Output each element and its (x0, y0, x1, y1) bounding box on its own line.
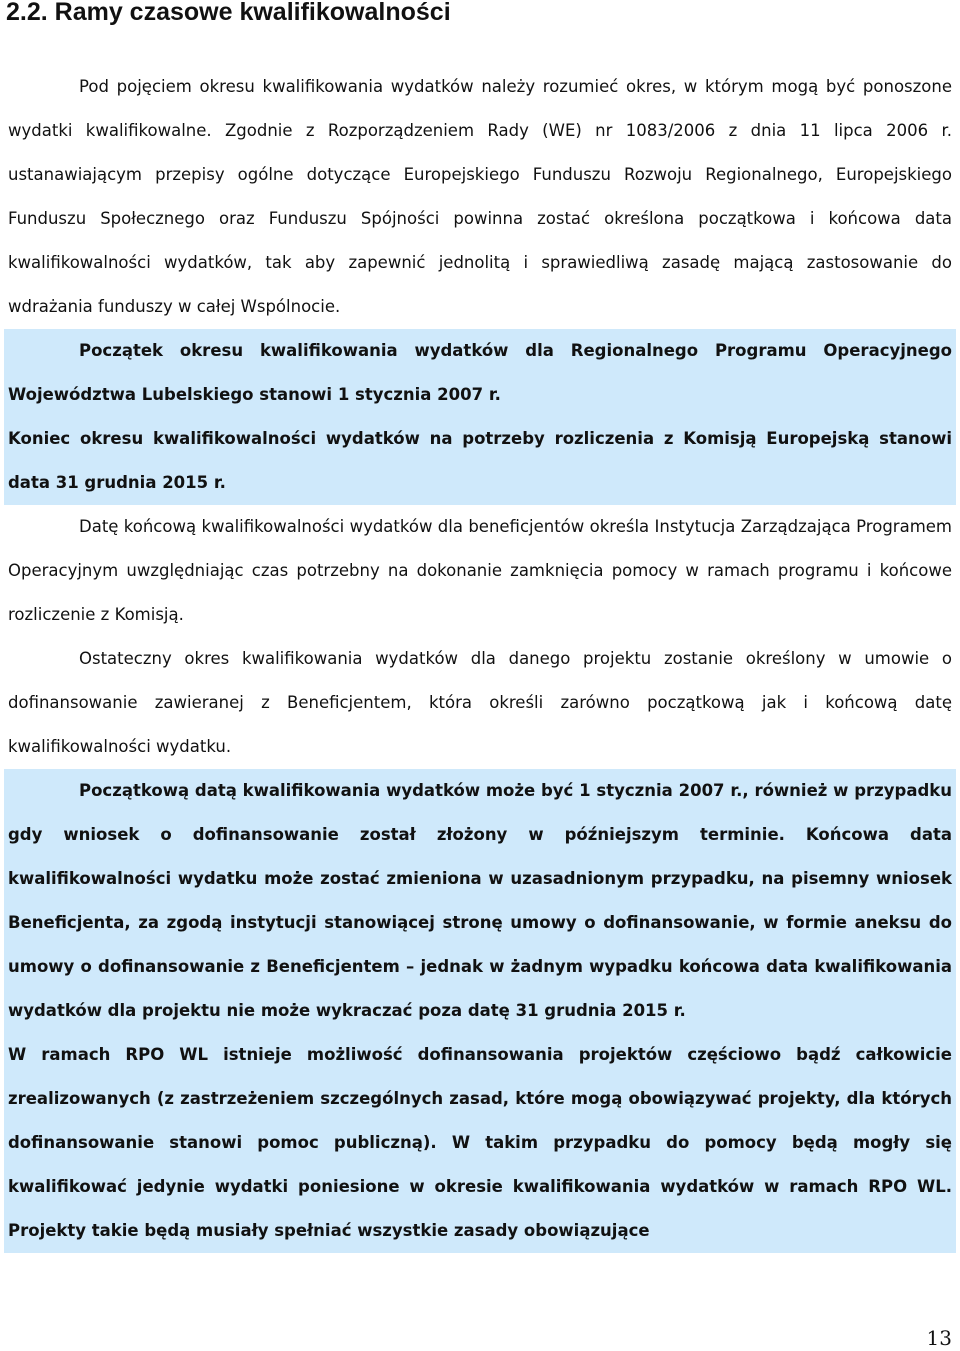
paragraph-completed-projects: W ramach RPO WL istnieje możliwość dofinansowania projektów częściowo bądź całkowicie zrealizowanych (z zastrzeżeniem szczególnych zasad, które mogą obowiązywać projekty, dla których dofinansowanie stanowi pomoc publiczną). W takim przypadku do pomocy będą mogły się kwalifikować jedynie wydatki poniesione w okresie kwalifikowania wydatków w ramach RPO WL. Projekty takie będą musiały spełniać wszystkie zasady obowiązujące (8, 1045, 952, 1240)
paragraph-beneficiary-end-date: Datę końcową kwalifikowalności wydatków dla beneficjentów określa Instytucja Zarządzająca Programem Operacyjnym uwzględniając czas potrzebny na dokonanie zamknięcia pomocy w ramach programu i końcowe rozliczenie z Komisją. (8, 517, 952, 624)
highlight-block-project-rules (4, 769, 956, 1253)
paragraph-start-date: Początek okresu kwalifikowania wydatków dla Regionalnego Programu Operacyjnego Województwa Lubelskiego stanowi 1 stycznia 2007 r. (8, 341, 952, 404)
paragraph-project-period: Ostateczny okres kwalifikowania wydatków dla danego projektu zostanie określony w umowie o dofinansowanie zawieranej z Beneficjentem, która określi zarówno początkową jak i końcową datę kwalifikowalności wydatku. (8, 649, 952, 756)
highlight-block-program-dates (4, 329, 956, 505)
section-heading: 2.2. Ramy czasowe kwalifikowalności (6, 0, 451, 26)
paragraph-start-date-rule: Początkową datą kwalifikowania wydatków może być 1 stycznia 2007 r., również w przypadku gdy wniosek o dofinansowanie został złożony w późniejszym terminie. Końcowa data kwalifikowalności wydatku może zostać zmieniona w uzasadnionym przypadku, na pisemny wniosek Beneficjenta, za zgodą instytucji stanowiącej stronę umowy o dofinansowanie, w formie aneksu do umowy o dofinansowanie z Beneficjentem – jednak w żadnym wypadku końcowa data kwalifikowania wydatków dla projektu nie może wykraczać poza datę 31 grudnia 2015 r. (8, 781, 952, 1020)
document-body (8, 65, 952, 1253)
paragraph-qualification-period-definition: Pod pojęciem okresu kwalifikowania wydatków należy rozumieć okres, w którym mogą być ponoszone wydatki kwalifikowalne. Zgodnie z Rozporządzeniem Rady (WE) nr 1083/2006 z dnia 11 lipca 2006 r. ustanawiającym przepisy ogólne dotyczące Europejskiego Funduszu Rozwoju Regionalnego, Europejskiego Funduszu Społecznego oraz Funduszu Spójności powinna zostać określona początkowa i końcowa data kwalifikowalności wydatków, tak aby zapewnić jednolitą i sprawiedliwą zasadę mającą zastosowanie do wdrażania funduszy w całej Wspólnocie. (8, 77, 952, 316)
paragraph-end-date: Koniec okresu kwalifikowalności wydatków na potrzeby rozliczenia z Komisją Europejską stanowi data 31 grudnia 2015 r. (8, 429, 952, 492)
page-number: 13 (926, 1326, 952, 1350)
